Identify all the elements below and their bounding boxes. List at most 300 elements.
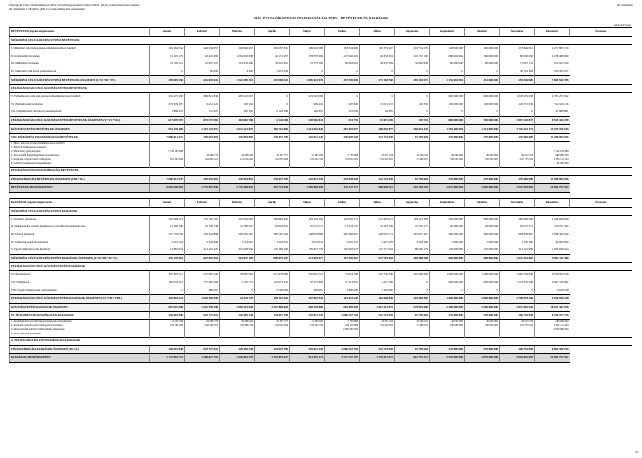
month-value-cell: 0 xyxy=(465,108,500,116)
month-value-cell: 5 000 000 xyxy=(465,238,500,246)
month-value-cell: 143 029 573 xyxy=(325,215,360,223)
month-value-cell: 21 328 246 xyxy=(150,223,185,231)
month-value-cell: 32 357 577 xyxy=(255,320,290,325)
table-row xyxy=(10,215,632,223)
month-value-cell: 268 066 267 xyxy=(220,45,255,53)
row-total-cell: 336 563 107 xyxy=(535,68,570,76)
month-value-cell: 370 000 000 xyxy=(430,345,465,354)
row-total-cell: 4 478 468 090 xyxy=(535,53,570,61)
month-value-cell: 10 671 224 xyxy=(360,154,395,158)
section-row xyxy=(10,337,632,345)
month-value-cell: 1 335 037 821 xyxy=(360,354,395,363)
month-value-cell: 10 226 522 xyxy=(395,154,430,158)
month-value-cell: 81 799 604 xyxy=(395,345,430,354)
row-label: 2. Központi, irányító szervi támogatás folyósítása xyxy=(10,324,150,328)
month-value-cell: 40 000 000 xyxy=(465,154,500,158)
month-value-cell: 90 000 xyxy=(185,68,220,76)
row-label: MŰKÖDÉSI CÉLÚ KÖLTSÉGVETÉSI BEVÉTELEK xyxy=(10,37,632,45)
month-value-cell: 17 354 137 xyxy=(325,223,360,231)
row-label: II. Közhatalmi bevételek xyxy=(10,53,150,61)
row-total-cell: 3 588 399 630 xyxy=(535,231,570,239)
month-value-cell: 100 000 000 xyxy=(430,101,465,109)
row-label: FELHALMOZÁSI CÉLÚ KÖLTSÉGVETÉSI BEVÉTELEK ÖSSZESEN (V.+VI.+VII.) xyxy=(10,116,150,125)
month-value-cell: 6 126 308 xyxy=(255,108,290,116)
month-value-cell: 194 674 026 xyxy=(255,158,290,162)
month-value-cell: 2 268 827 718 xyxy=(185,354,220,363)
row-label: V. Egyéb működési célú kiadások xyxy=(10,246,150,254)
month-value-cell: 230 047 799 xyxy=(255,175,290,184)
month-value-cell: 1 221 596 xyxy=(360,279,395,287)
row-total-cell: 6 340 797 126 xyxy=(535,312,570,320)
month-value-cell: 1 191 144 557 xyxy=(185,125,220,134)
row-total-cell: 9 918 318 xyxy=(535,286,570,294)
row-label: II. Munkaadókat terhelő járulékok és szociális hozzájárulási adó xyxy=(10,223,150,231)
subtotal-row xyxy=(10,254,632,263)
month-header: December xyxy=(535,28,570,37)
month-value-cell: 2 621 231 819 xyxy=(220,125,255,134)
row-total-cell: 7 742 183 888 xyxy=(535,150,570,154)
month-header: Április xyxy=(255,28,290,37)
row-total-cell: 2 800 000 000 xyxy=(535,328,570,332)
month-value-cell: 126 047 799 xyxy=(255,345,290,354)
month-value-cell: 7 080 612 637 xyxy=(150,175,185,184)
month-value-cell: 259 526 000 xyxy=(500,76,535,85)
month-value-cell: 40 000 000 xyxy=(430,154,465,158)
month-value-cell: 285 953 003 xyxy=(185,133,220,141)
month-value-cell: 1 628 476 638 xyxy=(500,92,535,100)
month-value-cell: 700 000 000 xyxy=(465,116,500,125)
month-header: Május xyxy=(290,198,325,207)
row-label: KÖLTSÉGVETÉSI BEVÉTELEK ÖSSZESEN xyxy=(10,125,150,134)
month-value-cell: 10 337 992 xyxy=(290,279,325,287)
month-value-cell: 494 093 523 xyxy=(150,295,185,304)
month-value-cell: 214 491 476 xyxy=(185,246,220,254)
month-value-cell: 160 000 000 xyxy=(465,45,500,53)
month-value-cell: 215 016 442 xyxy=(220,158,255,162)
month-header: Január xyxy=(150,198,185,207)
month-value-cell: 3 066 337 704 xyxy=(325,312,360,320)
page-title: 2022. ÉVI ELŐIRÁNYZAT FELHASZNÁLÁSI TERV - BEVÉTELEK ÉS KIADÁSOK xyxy=(253,16,389,20)
row-label: VII. Felhalmozási célú átvett pénzeszközök xyxy=(10,108,150,116)
month-value-cell: 1 230 801 270 xyxy=(220,354,255,363)
month-value-cell: 204 184 044 xyxy=(150,45,185,53)
row-label: IV. Ellátottak pénzbeli juttatásai xyxy=(10,238,150,246)
month-value-cell: 0 xyxy=(395,68,430,76)
month-value-cell: 378 870 000 xyxy=(290,53,325,61)
month-value-cell: 887 047 598 xyxy=(150,303,185,312)
month-value-cell: 489 657 xyxy=(185,286,220,294)
row-total-cell: 9 001 311 460 xyxy=(535,254,570,263)
table-row xyxy=(10,68,632,76)
month-header: Június xyxy=(325,28,360,37)
month-value-cell: 260 000 000 xyxy=(465,231,500,239)
month-value-cell: 616 018 643 xyxy=(185,76,220,85)
month-value-cell: 79 726 521 xyxy=(150,60,185,68)
table-row xyxy=(10,286,632,294)
month-value-cell: 3 731 747 187 xyxy=(325,354,360,363)
month-header: Május xyxy=(290,28,325,37)
month-value-cell: 5 000 000 xyxy=(430,238,465,246)
month-value-cell: 961 037 109 xyxy=(220,254,255,263)
row-total-cell: 18 101 367 678 xyxy=(535,303,570,312)
month-value-cell: 644 188 375 xyxy=(185,324,220,328)
month-value-cell: 2 000 000 000 xyxy=(465,295,500,304)
month-value-cell: 0 xyxy=(395,92,430,100)
month-value-cell: 1 173 063 741 xyxy=(150,354,185,363)
table-row xyxy=(10,271,632,279)
month-value-cell: 1 800 000 xyxy=(325,286,360,294)
month-value-cell: 210 737 100 xyxy=(395,53,430,61)
month-value-cell: 889 679 287 xyxy=(255,254,290,263)
month-value-cell: 160 000 000 xyxy=(465,53,500,61)
month-value-cell: 367 087 544 xyxy=(290,295,325,304)
row-label: I. Működési célú támogatások államháztartáson belülről xyxy=(10,45,150,53)
month-value-cell: 322 723 949 xyxy=(360,312,395,320)
month-value-cell: 30 742 484 xyxy=(500,68,535,76)
month-value-cell: 1 886 433 xyxy=(150,108,185,116)
month-value-cell: 469 488 998 xyxy=(395,254,430,263)
month-header: December xyxy=(535,198,570,207)
month-value-cell: 6 700 000 xyxy=(255,286,290,294)
table-row xyxy=(10,60,632,68)
month-value-cell: 665 409 483 xyxy=(325,303,360,312)
month-value-cell: 11 385 929 xyxy=(290,320,325,325)
month-value-cell: 267 243 848 xyxy=(150,158,185,162)
row-label: III. Működési bevételek xyxy=(10,60,150,68)
month-value-cell: 425 628 956 xyxy=(220,246,255,254)
month-value-cell: 167 990 314 xyxy=(150,215,185,223)
month-value-cell: 3 220 476 xyxy=(255,238,290,246)
month-value-cell: 207 042 002 xyxy=(220,215,255,223)
month-value-cell: 7 742 183 888 xyxy=(150,150,185,154)
month-value-cell: 947 781 963 xyxy=(360,254,395,263)
month-value-cell: 137 625 xyxy=(185,108,220,116)
month-value-cell: 322 723 949 xyxy=(360,345,395,354)
row-label: IV. Működési célú átvett pénzeszközök xyxy=(10,68,150,76)
month-value-cell: 226 485 238 xyxy=(220,312,255,320)
month-header: Október xyxy=(465,198,500,207)
month-value-cell: 343 475 230 xyxy=(150,92,185,100)
month-value-cell: 148 000 000 xyxy=(430,45,465,53)
month-value-cell: 0 xyxy=(430,68,465,76)
month-value-cell: 285 953 003 xyxy=(185,175,220,184)
month-value-cell: 64 088 776 xyxy=(185,320,220,325)
row-label: 4. Hitel-, kölcsön törlesztése xyxy=(10,333,150,338)
row-total-cell: 3 385 111 228 xyxy=(535,324,570,328)
month-value-cell: 71 488 975 xyxy=(395,158,430,162)
row-label: VI. Felhalmozási bevételek xyxy=(10,101,150,109)
table-row xyxy=(10,45,632,53)
row-total-cell: 724 520 116 xyxy=(535,101,570,109)
month-header: Július xyxy=(360,28,395,37)
section-row xyxy=(10,84,632,92)
month-value-cell: 80 000 000 xyxy=(500,53,535,61)
total-header: Összesen xyxy=(570,198,632,207)
row-label: 6. Lekötött bankbetétek megszüntetése xyxy=(10,162,150,167)
month-value-cell: 226 485 238 xyxy=(220,345,255,354)
month-value-cell: 0 xyxy=(255,92,290,100)
month-value-cell: 10 671 224 xyxy=(360,320,395,325)
month-header: Július xyxy=(360,198,395,207)
month-value-cell: 248 636 886 xyxy=(290,231,325,239)
month-value-cell: 107 239 387 xyxy=(325,254,360,263)
month-value-cell: 245 012 345 xyxy=(290,345,325,354)
row-total-cell: 9 100 056 218 xyxy=(535,295,570,304)
month-value-cell: 607 091 903 xyxy=(185,254,220,263)
month-value-cell: 1 542 799 398 xyxy=(185,303,220,312)
month-value-cell: 194 674 026 xyxy=(255,324,290,328)
month-value-cell: 350 000 000 xyxy=(430,215,465,223)
month-value-cell: 50 537 371 xyxy=(500,223,535,231)
row-label: VIII. MŰKÖDÉSI FINANSZÍROZÁSI BEVÉTELEK xyxy=(10,133,150,141)
month-header: Augusztus xyxy=(395,198,430,207)
expense-body xyxy=(10,207,632,362)
month-value-cell: 757 493 299 xyxy=(185,279,220,287)
month-value-cell: -170 000 000 xyxy=(500,133,535,141)
month-value-cell: 286 035 877 xyxy=(360,125,395,134)
month-value-cell: 81 799 604 xyxy=(395,175,430,184)
month-value-cell: 150 000 000 xyxy=(430,246,465,254)
month-value-cell: 100 000 000 xyxy=(465,101,500,109)
row-label: FINANSZÍROZÁSI KIADÁSOK ÖSSZESEN (IX.+X.) xyxy=(10,345,150,354)
month-value-cell: 2 326 698 xyxy=(185,238,220,246)
month-value-cell: 150 000 000 xyxy=(465,246,500,254)
row-total-cell: 6 863 390 244 xyxy=(535,345,570,354)
header-annex-line: 29. melléklet a 18/2022. (XII.21.) önkormányzati rendelethez xyxy=(9,7,86,11)
month-header: Március xyxy=(220,198,255,207)
month-value-cell: 31 757 500 xyxy=(290,60,325,68)
month-value-cell: 227 646 219 xyxy=(325,53,360,61)
month-value-cell: 914 491 231 xyxy=(290,354,325,363)
month-value-cell: 60 844 016 xyxy=(325,60,360,68)
month-value-cell: 0 xyxy=(150,286,185,294)
month-value-cell: 312 053 077 xyxy=(290,254,325,263)
month-value-cell: 2 798 078 296 xyxy=(500,295,535,304)
month-value-cell: 257 085 240 xyxy=(185,271,220,279)
month-value-cell: 9 414 122 xyxy=(185,101,220,109)
month-value-cell: 600 000 000 xyxy=(430,254,465,263)
month-value-cell: 245 012 345 xyxy=(290,312,325,320)
month-value-cell: 500 000 000 xyxy=(465,254,500,263)
month-value-cell: 23 705 177 xyxy=(395,223,430,231)
month-value-cell: 314 000 000 xyxy=(465,76,500,85)
month-value-cell: 600 000 000 xyxy=(430,279,465,287)
month-value-cell: 625 727 922 xyxy=(185,312,220,320)
month-value-cell: 800 000 000 xyxy=(430,116,465,125)
row-total-cell: 3 385 111 228 xyxy=(535,158,570,162)
month-value-cell: 1 227 806 828 xyxy=(255,303,290,312)
table-row xyxy=(10,101,632,109)
month-value-cell: 1 153 694 994 xyxy=(430,76,465,85)
row-label: 1. Hitel-, kölcsön felvétel államháztartáson kívülről xyxy=(10,141,150,146)
month-value-cell: 5 738 888 xyxy=(325,154,360,158)
month-value-cell: 40 000 000 xyxy=(430,320,465,325)
month-value-cell: 237 846 001 xyxy=(500,45,535,53)
month-value-cell: 31 786 697 xyxy=(220,223,255,231)
month-value-cell: 1 600 000 000 xyxy=(430,295,465,304)
month-value-cell: 0 xyxy=(255,101,290,109)
month-value-cell: 1 009 622 976 xyxy=(290,76,325,85)
subtotal-row xyxy=(10,125,632,134)
month-value-cell: 312 052 635 xyxy=(360,324,395,328)
subtotal-row xyxy=(10,295,632,304)
row-label: VI. Beruházások xyxy=(10,271,150,279)
month-value-cell: 265 499 067 xyxy=(325,231,360,239)
month-value-cell: 271 158 760 xyxy=(360,76,395,85)
month-value-cell: 266 753 658 xyxy=(500,345,535,354)
month-value-cell: 625 727 922 xyxy=(185,345,220,354)
month-value-cell: 233 036 xyxy=(325,108,360,116)
month-value-cell: 370 000 000 xyxy=(430,312,465,320)
month-value-cell: 2 870 000 000 xyxy=(465,354,500,363)
month-header: Február xyxy=(185,28,220,37)
month-value-cell: 34 088 442 xyxy=(220,154,255,158)
month-value-cell: 330 454 888 xyxy=(185,231,220,239)
month-value-cell: 4 094 616 694 xyxy=(500,354,535,363)
month-value-cell: 2 073 400 984 xyxy=(430,184,465,193)
income-body xyxy=(10,37,632,193)
month-value-cell: 0 xyxy=(325,68,360,76)
month-value-cell: 2 770 400 833 xyxy=(220,184,255,193)
month-value-cell: 369 110 202 xyxy=(255,295,290,304)
section-row xyxy=(10,207,632,215)
month-value-cell: 31 343 109 xyxy=(360,223,395,231)
row-label: FELHALMOZÁSI CÉLÚ KÖLTSÉGVETÉSI BEVÉTELEK xyxy=(10,84,632,92)
month-header: Február xyxy=(185,198,220,207)
month-value-cell: 40 000 000 xyxy=(430,223,465,231)
month-value-cell: 161 030 400 xyxy=(220,60,255,68)
row-label: FELHALMOZÁSI CÉLÚ KÖLTSÉGVETÉSI KIADÁSOK ÖSSZESEN (VI.+VII.+VIII.) xyxy=(10,295,150,304)
month-header: Június xyxy=(325,198,360,207)
section-row xyxy=(10,133,632,141)
row-label: MŰKÖDÉSI CÉLÚ KÖLTSÉGVETÉSI BEVÉTELEK ÖSSZESEN (I.+II.+III.+IV.) xyxy=(10,76,150,85)
table-row xyxy=(10,246,632,254)
month-value-cell: 2 427 978 xyxy=(360,238,395,246)
row-label: BEVÉTELEK MINDÖSSZESEN xyxy=(10,184,150,193)
row-total-cell: 2 257 885 579 xyxy=(535,45,570,53)
month-value-cell: 2 800 000 000 xyxy=(325,328,360,332)
month-value-cell: 149 792 xyxy=(395,101,430,109)
month-value-cell: 1 964 726 940 xyxy=(500,271,535,279)
month-value-cell: 322 723 949 xyxy=(360,175,395,184)
month-value-cell: 426 594 857 xyxy=(185,45,220,53)
month-value-cell: 213 191 999 xyxy=(500,246,535,254)
table-row xyxy=(10,92,632,100)
month-value-cell: 1 012 313 872 xyxy=(360,303,395,312)
table-row xyxy=(10,279,632,287)
month-value-cell: 330 000 000 xyxy=(465,158,500,162)
page-number: 35 xyxy=(635,450,638,454)
row-label: VIII. Egyéb felhalmozási célú kiadások xyxy=(10,286,150,294)
section-row xyxy=(10,37,632,45)
month-value-cell: 192 396 796 xyxy=(220,324,255,328)
budget-tables xyxy=(9,27,631,363)
row-label: FELHALMOZÁSI FINANSZÍROZÁSI BEVÉTELEK xyxy=(10,167,632,175)
month-value-cell: 280 187 204 xyxy=(255,231,290,239)
month-value-cell: 109 823 779 xyxy=(290,246,325,254)
month-value-cell: 340 625 xyxy=(290,108,325,116)
month-value-cell: 1 857 243 875 xyxy=(500,116,535,125)
month-value-cell: 1 322 499 101 xyxy=(220,76,255,85)
month-value-cell: 6 126 308 xyxy=(255,116,290,125)
row-label: 2. Belföldi értékpapírok bevételei xyxy=(10,146,150,150)
month-header: November xyxy=(500,198,535,207)
document-header xyxy=(9,3,309,11)
row-total-cell: 5 551 442 259 xyxy=(535,116,570,125)
month-value-cell: 686 694 994 xyxy=(430,53,465,61)
expense-header-label: KIADÁSOK jogcím megnevezése xyxy=(10,198,150,207)
month-value-cell: 256 016 848 xyxy=(150,345,185,354)
month-value-cell: 380 000 000 xyxy=(465,215,500,223)
month-value-cell: 1 118 000 xyxy=(360,286,395,294)
section-row xyxy=(10,263,632,271)
month-value-cell: 3 726 433 173 xyxy=(500,125,535,134)
row-label: 3. Maradvány igénybevétele xyxy=(10,150,150,154)
month-value-cell: 0 xyxy=(500,108,535,116)
row-label: X. FELHALMOZÁSI FINANSZÍROZÁSI KIADÁSOK xyxy=(10,337,632,345)
month-value-cell: 1 028 395 990 xyxy=(185,295,220,304)
month-value-cell: 0 xyxy=(395,279,430,287)
month-value-cell: 14 882 053 xyxy=(150,246,185,254)
month-value-cell: 245 012 345 xyxy=(290,133,325,141)
month-value-cell: 330 000 000 xyxy=(430,324,465,328)
month-value-cell: 2 024 352 xyxy=(290,238,325,246)
month-value-cell: 80 000 000 xyxy=(430,60,465,68)
month-value-cell: 1 569 665 905 xyxy=(290,184,325,193)
month-value-cell: 230 047 799 xyxy=(255,133,290,141)
month-value-cell: -170 000 000 xyxy=(500,175,535,184)
month-value-cell: 225 753 520 xyxy=(500,324,535,328)
month-value-cell: 0 xyxy=(290,68,325,76)
month-value-cell: 333 910 622 xyxy=(325,158,360,162)
month-value-cell: 916 139 400 xyxy=(150,125,185,134)
unit-label: Adatok Ft-ban xyxy=(613,23,631,27)
row-label: 5. Központi, irányító szervi támogatás xyxy=(10,158,150,162)
month-value-cell: 999 216 xyxy=(290,101,325,109)
month-value-cell: 80 000 000 xyxy=(465,60,500,68)
month-value-cell: 32 357 577 xyxy=(255,154,290,158)
month-value-cell: 266 753 658 xyxy=(500,312,535,320)
row-label: FELHALMOZÁSI CÉLÚ KÖLTSÉGVETÉSI KIADÁSOK xyxy=(10,263,632,271)
month-value-cell: 299 005 250 xyxy=(150,76,185,85)
month-value-cell: 244 683 221 xyxy=(185,158,220,162)
row-total-cell: 288 000 000 xyxy=(535,154,570,158)
month-value-cell: 370 000 000 xyxy=(430,133,465,141)
month-value-cell: 800 000 000 xyxy=(465,279,500,287)
month-value-cell: 483 145 607 xyxy=(220,92,255,100)
month-value-cell: 267 027 467 xyxy=(395,231,430,239)
row-total-cell: 11 488 894 816 xyxy=(535,175,570,184)
section-row xyxy=(10,167,632,175)
month-value-cell: 0 xyxy=(395,108,430,116)
row-label: V. Felhalmozási célú támogatások államháztartáson belülről xyxy=(10,92,150,100)
month-value-cell: 21 256 548 xyxy=(150,320,185,325)
month-value-cell: 35 687 322 xyxy=(185,60,220,68)
month-value-cell: 322 723 949 xyxy=(360,133,395,141)
month-value-cell: 1 214 652 826 xyxy=(290,125,325,134)
month-value-cell: 2 200 000 000 xyxy=(430,303,465,312)
month-value-cell: 126 047 799 xyxy=(255,312,290,320)
month-value-cell: 608 038 412 xyxy=(360,184,395,193)
month-value-cell: 370 000 000 xyxy=(430,175,465,184)
month-value-cell: 34 088 776 xyxy=(185,154,220,158)
month-value-cell: 392 145 063 xyxy=(150,254,185,263)
month-value-cell: 0 xyxy=(220,286,255,294)
month-value-cell: 269 305 467 xyxy=(220,231,255,239)
row-total-cell: 11 488 894 816 xyxy=(535,133,570,141)
month-value-cell: 3 195 290 xyxy=(500,238,535,246)
subtotal-row xyxy=(10,116,632,125)
